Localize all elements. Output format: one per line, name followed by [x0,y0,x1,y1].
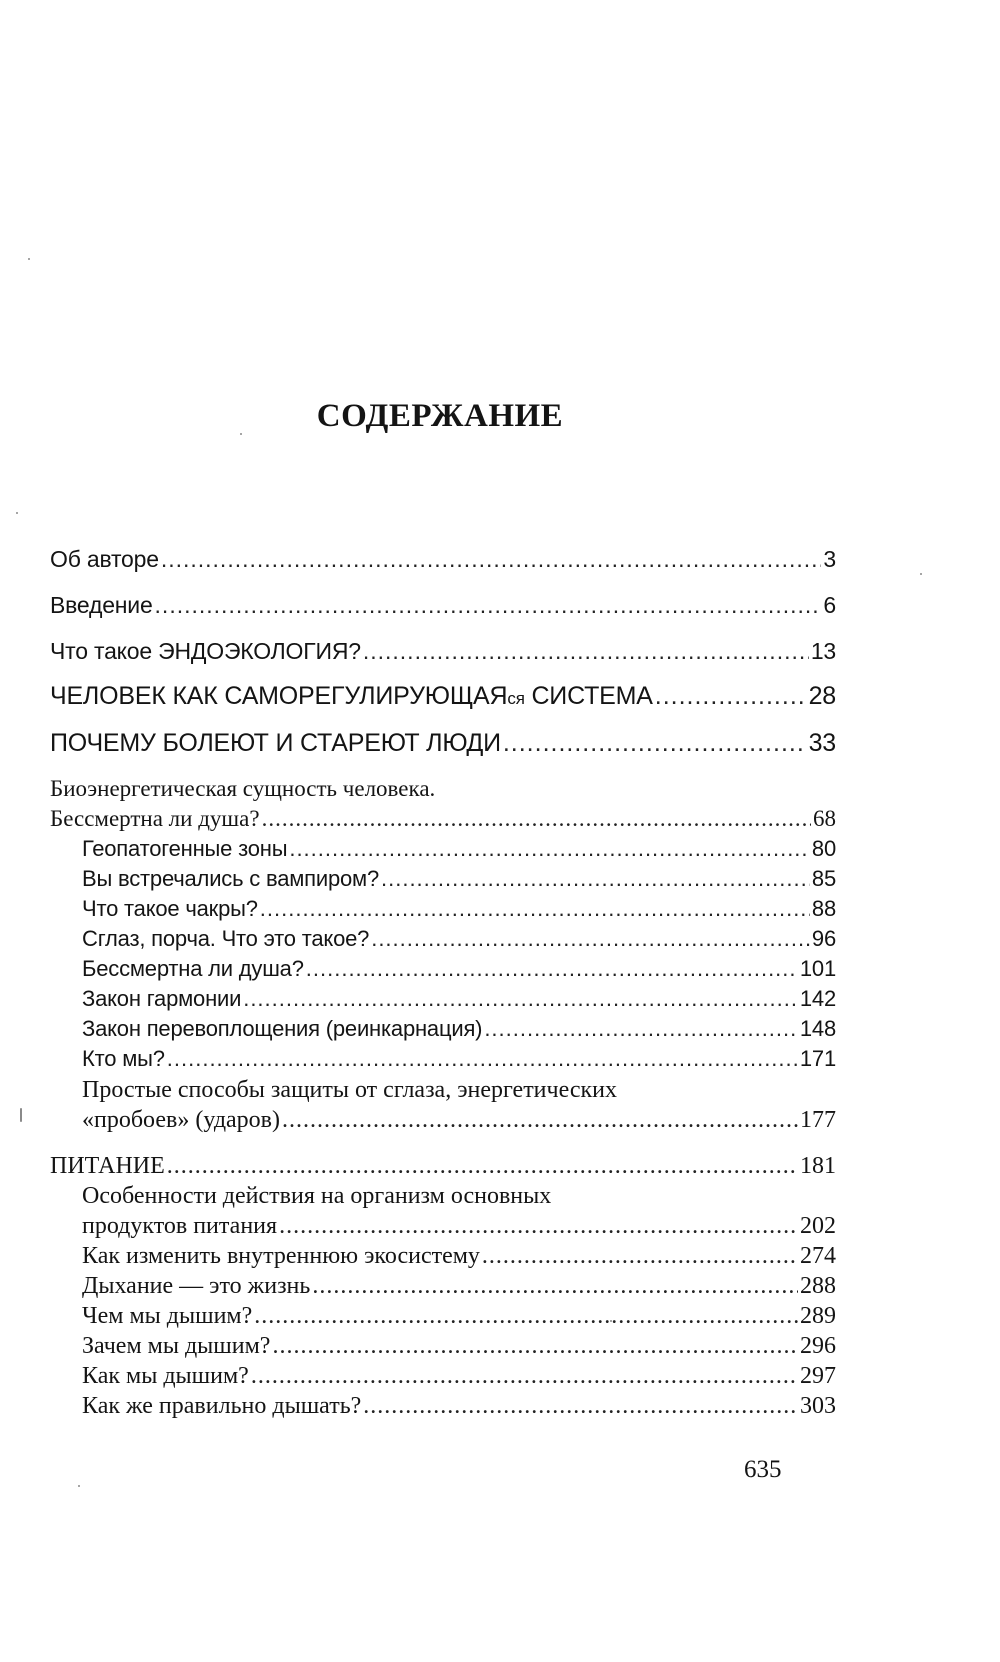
dot-leader [655,680,807,712]
toc-entry-page: 202 [800,1213,836,1239]
toc-entry-sglaz-porcha[interactable] [82,923,836,955]
toc-entry-pochemu-boleyut[interactable] [50,727,836,759]
dot-leader [484,1013,798,1045]
toc-entry-label: Зачем мы дышим? [82,1333,271,1359]
page-title: СОДЕРЖАНИЕ [316,398,564,434]
dot-leader [251,1360,798,1392]
toc-entry-page: 80 [811,836,836,861]
toc-entry-label: Геопатогенные зоны [82,836,288,861]
toc-entry-page: 274 [800,1243,836,1269]
toc-entry-label: Бессмертна ли душа? [82,956,304,981]
toc-entry-endoekologiya[interactable] [50,635,836,667]
toc-entry-kak-my-dyshim[interactable] [82,1360,836,1392]
toc-entry-page: 13 [810,638,836,664]
toc-entry-label: Введение [50,592,153,618]
toc-entry-page: 148 [799,1016,836,1041]
toc-entry-ob-avtore[interactable] [50,543,836,575]
dot-leader [371,923,810,955]
toc-entry-page: 288 [800,1273,836,1299]
toc-entry-page: 289 [800,1303,836,1329]
toc-entry-vampir[interactable] [82,863,836,895]
toc-entry-page: 6 [823,592,836,618]
toc-entry-chem-my-dyshim[interactable] [82,1300,836,1332]
dot-leader [279,1210,798,1242]
toc-entry-label: Об авторе [50,546,159,572]
dot-leader [381,863,810,895]
toc-entry-page: 296 [800,1333,836,1359]
toc-entry-label: «пробоев» (ударов) [82,1107,280,1133]
toc-entry-label: ПОЧЕМУ БОЛЕЮТ И СТАРЕЮТ ЛЮДИ [50,729,501,757]
toc-entry-page: 297 [800,1363,836,1389]
toc-entry-label: Как же правильно дышать? [82,1393,362,1419]
toc-entry-zashchita-line1: Простые способы защиты от сглаза, энергетических [82,1077,617,1103]
toc-entry-page: 171 [799,1046,836,1071]
toc-entry-page: 85 [811,866,836,891]
toc-entry-page: 33 [808,729,836,757]
toc-entry-osobennosti[interactable] [82,1210,836,1242]
toc-entry-zashchita[interactable] [82,1104,836,1136]
toc-entry-page: 28 [808,682,836,710]
toc-entry-page: 96 [811,926,836,951]
toc-entry-ekosistema[interactable] [82,1240,836,1272]
scan-speck [240,433,242,435]
toc-entry-page: 68 [813,806,836,831]
toc-entry-page: 101 [799,956,836,981]
toc-entry-label: Что такое чакры? [82,896,258,921]
dot-leader [272,1330,798,1362]
scan-speck [28,258,30,260]
toc-entry-page: 181 [800,1153,836,1179]
toc-entry-page: 88 [811,896,836,921]
dot-leader [482,1240,798,1272]
toc-entry-label-suffix: ся [507,689,525,708]
toc-entry-label: Дыхание — это жизнь [82,1273,311,1299]
scan-speck [20,1108,22,1122]
toc-entry-bioenergetika-line1: Биоэнергетическая сущность человека. [50,776,436,801]
dot-leader [289,833,810,865]
dot-leader [254,1300,798,1332]
dot-leader [155,589,822,621]
toc-entry-geopatogennye-zony[interactable] [82,833,836,865]
dot-leader [363,1390,798,1422]
toc-entry-chelovek-sistema[interactable] [50,680,836,712]
toc-entry-bioenergetika[interactable] [50,803,836,835]
toc-entry-zachem-my-dyshim[interactable] [82,1330,836,1362]
toc-entry-kak-pravilno-dyshat[interactable] [82,1390,836,1422]
toc-entry-chakry[interactable] [82,893,836,925]
toc-entry-label: Закон гармонии [82,986,242,1011]
toc-entry-osobennosti-line1: Особенности действия на организм основных [82,1183,552,1209]
toc-entry-kto-my[interactable] [82,1043,836,1075]
toc-entry-label: Вы встречались с вампиром? [82,866,379,891]
toc-entry-page: 303 [800,1393,836,1419]
page-number: 635 [744,1456,782,1483]
dot-leader [306,953,798,985]
toc-entry-label: Что такое ЭНДОЭКОЛОГИЯ? [50,638,361,664]
toc-entry-label: Закон перевоплощения (реинкарнация) [82,1016,483,1041]
toc-entry-bessmertna-dusha[interactable] [82,953,836,985]
dot-leader [167,1150,798,1182]
toc-entry-label: Сглаз, порча. Что это такое? [82,926,370,951]
toc-entry-label: Кто мы? [82,1046,165,1071]
dot-leader [312,1270,798,1302]
toc-entry-vvedenie[interactable] [50,589,836,621]
dot-leader [363,635,809,667]
dot-leader [161,543,822,575]
toc-entry-label-tail: СИСТЕМА [524,682,653,710]
scan-speck [920,573,922,575]
toc-entry-page: 142 [799,986,836,1011]
scan-speck [78,1485,80,1487]
toc-entry-label: продуктов питания [82,1213,278,1239]
toc-entry-label-main: ЧЕЛОВЕК КАК САМОРЕГУЛИРУЮЩАЯ [50,682,508,710]
toc-entry-label: Как изменить внутреннюю экосистему [82,1243,480,1269]
scan-speck [610,1320,612,1322]
toc-entry-label [50,680,653,715]
toc-entry-label: Бессмертна ли душа? [50,806,260,831]
scan-speck [16,512,18,514]
toc-entry-dykhanie[interactable] [82,1270,836,1302]
toc-entry-label: Как мы дышим? [82,1363,249,1389]
dot-leader [282,1104,798,1136]
dot-leader [503,727,807,759]
dot-leader [260,893,810,925]
toc-entry-page: 177 [800,1107,836,1133]
dot-leader [243,983,798,1015]
dot-leader [167,1043,798,1075]
toc-entry-zakon-garmonii[interactable] [82,983,836,1015]
toc-entry-label: ПИТАНИЕ [50,1153,165,1179]
toc-entry-label: Чем мы дышим? [82,1303,253,1329]
toc-entry-zakon-perevoploshcheniya[interactable] [82,1013,836,1045]
toc-entry-pitanie[interactable] [50,1150,836,1182]
dot-leader [262,803,811,835]
toc-entry-page: 3 [823,546,836,572]
